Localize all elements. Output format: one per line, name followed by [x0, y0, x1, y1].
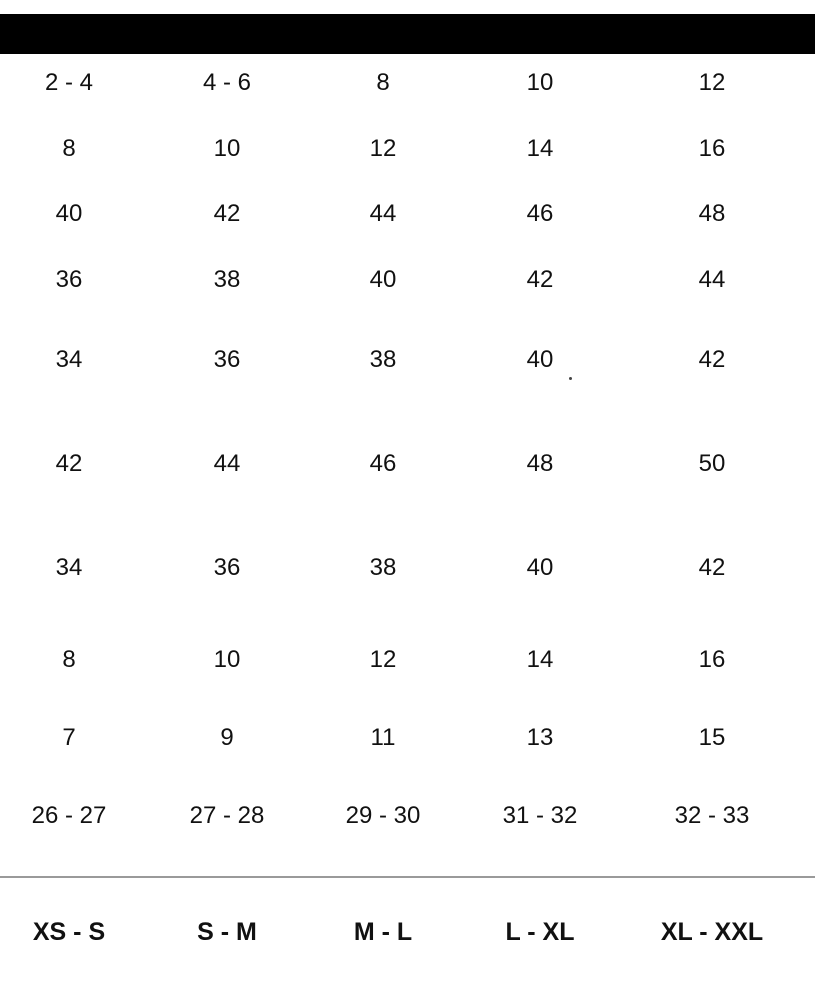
table-row — [0, 63, 815, 103]
size-label: S - M — [197, 918, 257, 946]
table-cell: 8 — [376, 69, 390, 96]
table-cell: 48 — [526, 450, 554, 477]
table-row — [0, 260, 815, 300]
table-cell: 16 — [698, 646, 726, 673]
table-cell: 40 — [526, 554, 554, 581]
table-cell: 36 — [55, 266, 83, 293]
table-cell: 8 — [62, 646, 76, 673]
table-cell: 4 - 6 — [202, 69, 252, 96]
table-cell: 34 — [55, 554, 83, 581]
size-label: M - L — [353, 918, 413, 946]
table-cell: 31 - 32 — [502, 802, 578, 829]
table-cell: 32 - 33 — [674, 802, 750, 829]
table-cell: 46 — [369, 450, 397, 477]
table-row — [0, 444, 815, 484]
table-cell: 42 — [698, 554, 726, 581]
table-row — [0, 718, 815, 758]
table-cell: 7 — [62, 724, 76, 751]
table-row — [0, 340, 815, 380]
table-cell: 40 — [55, 200, 83, 227]
size-label: L - XL — [505, 918, 575, 946]
size-label: XL - XXL — [660, 918, 764, 946]
table-cell: 29 - 30 — [345, 802, 421, 829]
table-row — [0, 548, 815, 588]
table-cell: 42 — [526, 266, 554, 293]
table-cell: 34 — [55, 346, 83, 373]
table-cell: 14 — [526, 646, 554, 673]
table-cell: 27 - 28 — [189, 802, 265, 829]
table-cell: 15 — [698, 724, 726, 751]
table-cell: 8 — [62, 135, 76, 162]
size-label-row — [0, 912, 815, 952]
table-cell: 12 — [369, 135, 397, 162]
table-cell: 26 - 27 — [31, 802, 107, 829]
table-cell: 13 — [526, 724, 554, 751]
stray-mark — [569, 377, 572, 380]
table-cell: 14 — [526, 135, 554, 162]
table-cell: 40 — [526, 346, 554, 373]
table-cell: 38 — [369, 554, 397, 581]
table-cell: 11 — [370, 724, 396, 751]
divider — [0, 876, 815, 878]
table-cell: 10 — [213, 646, 241, 673]
table-cell: 12 — [369, 646, 397, 673]
table-cell: 44 — [698, 266, 726, 293]
table-cell: 10 — [526, 69, 554, 96]
table-cell: 2 - 4 — [44, 69, 94, 96]
table-row — [0, 194, 815, 234]
table-row — [0, 640, 815, 680]
table-cell: 12 — [698, 69, 726, 96]
table-cell: 38 — [213, 266, 241, 293]
table-cell: 10 — [213, 135, 241, 162]
table-cell: 44 — [213, 450, 241, 477]
table-cell: 44 — [369, 200, 397, 227]
table-cell: 42 — [55, 450, 83, 477]
table-cell: 46 — [526, 200, 554, 227]
size-label: XS - S — [32, 918, 106, 946]
table-row — [0, 796, 815, 836]
table-cell: 36 — [213, 346, 241, 373]
table-cell: 36 — [213, 554, 241, 581]
table-cell: 9 — [220, 724, 234, 751]
table-cell: 42 — [698, 346, 726, 373]
table-cell: 50 — [698, 450, 726, 477]
table-row — [0, 129, 815, 169]
table-cell: 42 — [213, 200, 241, 227]
table-cell: 40 — [369, 266, 397, 293]
table-cell: 38 — [369, 346, 397, 373]
table-cell: 16 — [698, 135, 726, 162]
table-cell: 48 — [698, 200, 726, 227]
